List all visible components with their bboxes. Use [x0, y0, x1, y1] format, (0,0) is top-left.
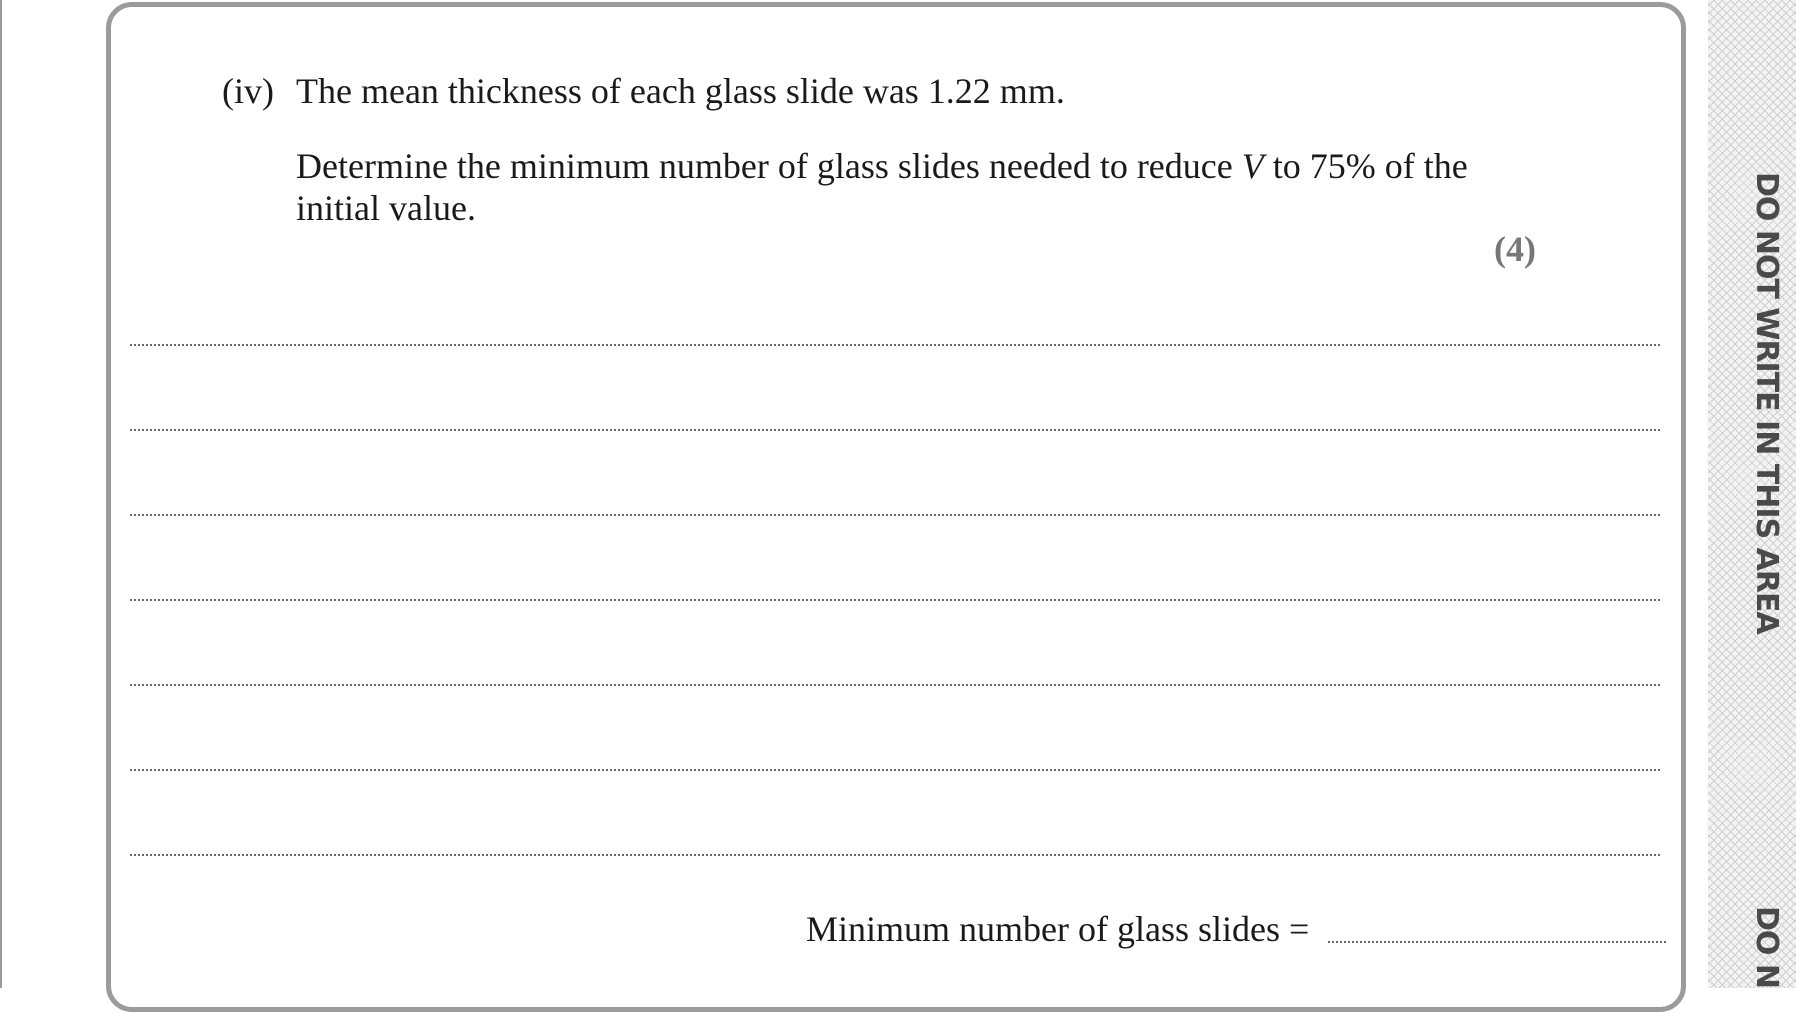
page-edge: [0, 0, 2, 988]
stem-text: The mean thickness of each glass slide was 1.22 mm.: [296, 71, 1065, 111]
answer-line[interactable]: [130, 429, 1660, 431]
answer-line[interactable]: [130, 344, 1660, 346]
question-stem: [222, 70, 1065, 112]
margin-warning-cut: DO N: [1749, 906, 1784, 988]
answer-line[interactable]: [130, 769, 1660, 771]
instruction-text-a: Determine the minimum number of glass slides needed to reduce: [296, 146, 1242, 186]
question-instruction: [296, 145, 1496, 229]
instruction-text-b: to 75% of the initial value.: [296, 146, 1468, 228]
final-answer-line[interactable]: [1328, 941, 1666, 943]
answer-line[interactable]: [130, 514, 1660, 516]
final-answer-label: Minimum number of glass slides =: [806, 909, 1310, 949]
marks-label: (4): [1494, 229, 1536, 269]
answer-line[interactable]: [130, 599, 1660, 601]
answer-line[interactable]: [130, 684, 1660, 686]
margin-warning: DO NOT WRITE IN THIS AREA: [1749, 172, 1784, 634]
variable-v: V: [1241, 146, 1264, 186]
part-number: (iv): [222, 71, 274, 111]
answer-line[interactable]: [130, 854, 1660, 856]
